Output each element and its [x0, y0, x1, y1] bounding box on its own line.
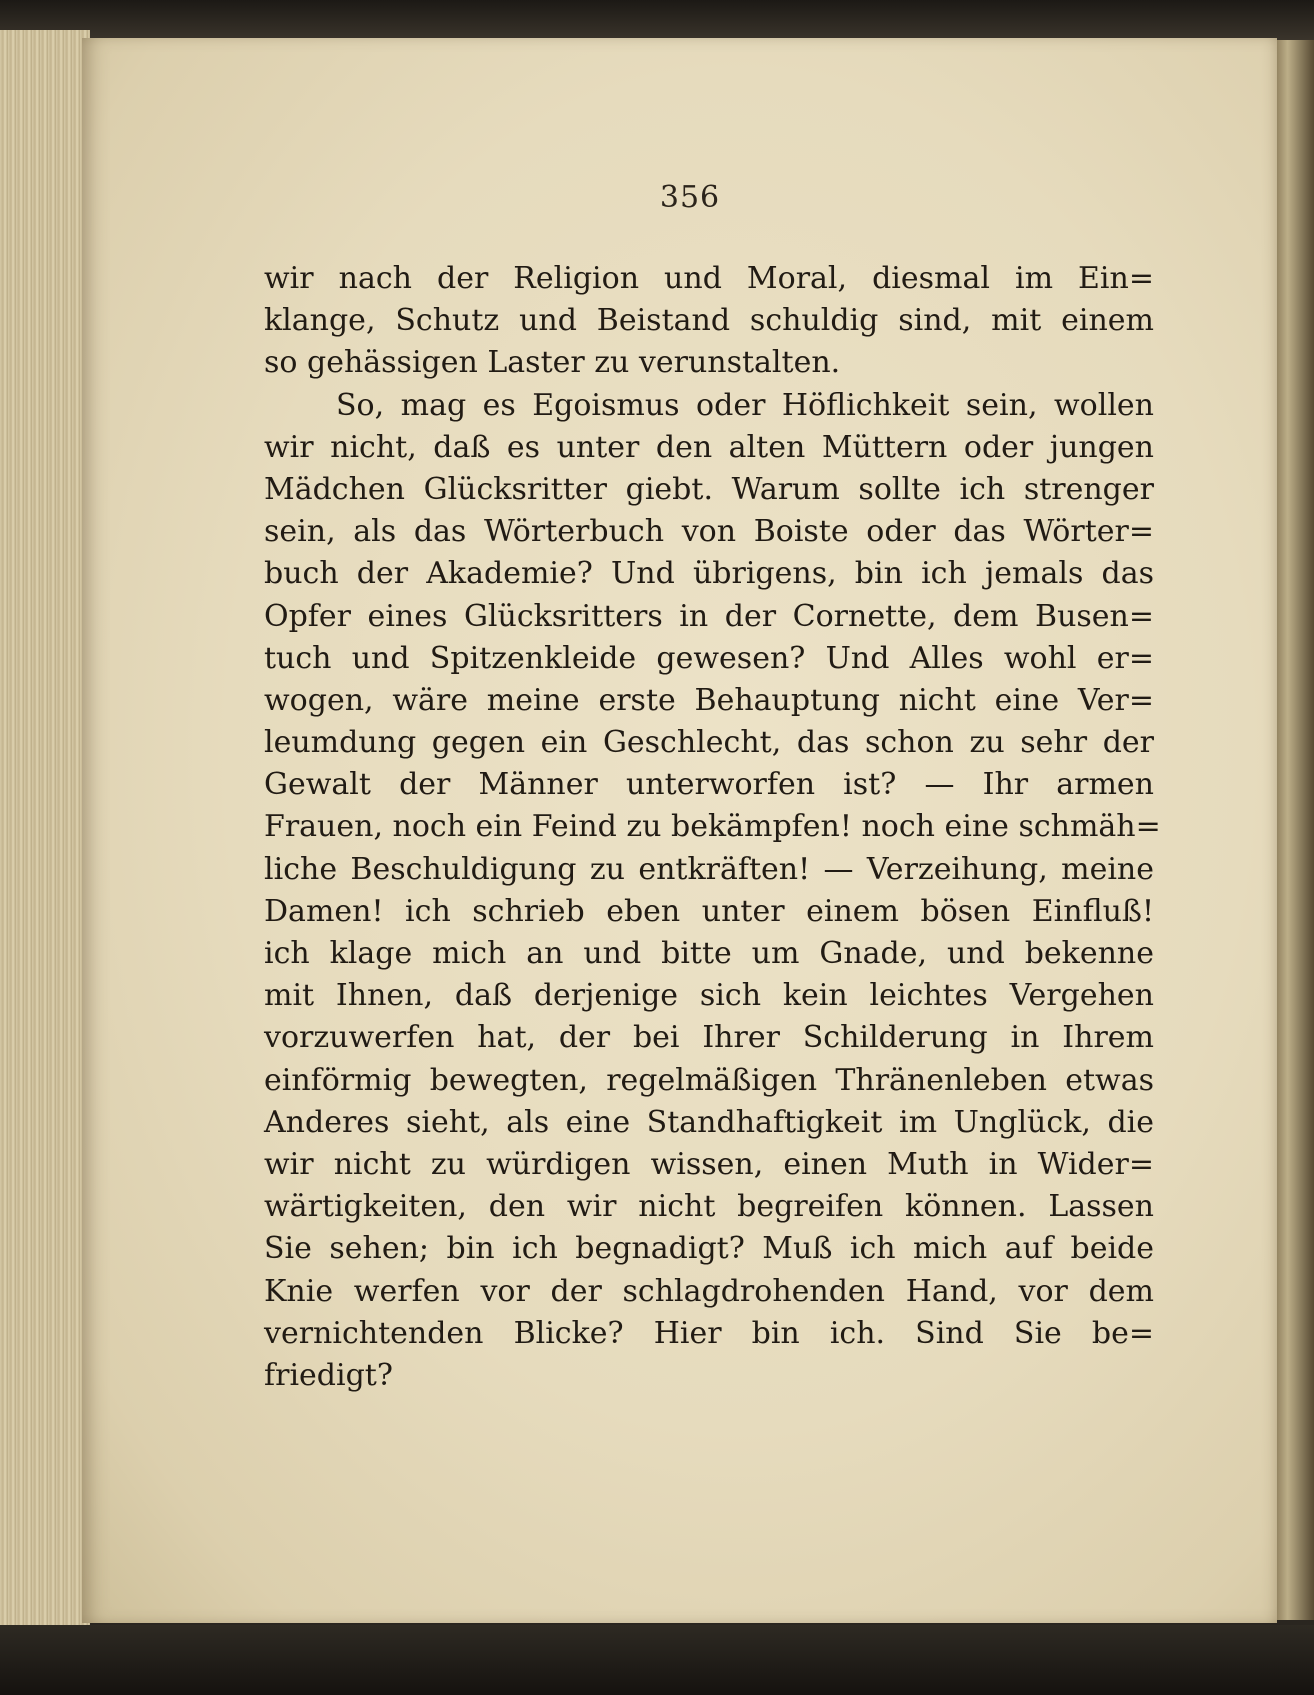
text-line: Mädchen Glücksritter giebt. Warum sollte ich strenger	[264, 471, 1154, 507]
text-line: ich klage mich an und bitte um Gnade, und bekenne	[264, 936, 1154, 971]
text-line: Opfer eines Glücksritters in der Cornette, dem Busen=	[264, 598, 1154, 634]
page-number: 356	[659, 180, 721, 215]
text-line: wir nicht zu würdigen wissen, einen Muth in Wider=	[264, 1146, 1154, 1182]
text-line: wir nicht, daß es unter den alten Müttern oder jungen	[264, 429, 1154, 465]
text-line: So, mag es Egoismus oder Höflichkeit sein, wollen	[336, 387, 1154, 423]
scan-background-top	[0, 0, 1314, 40]
text-line: wogen, wäre meine erste Behauptung nicht eine Ver=	[264, 682, 1154, 718]
text-line: wärtigkeiten, den wir nicht begreifen können. Lassen	[264, 1189, 1154, 1225]
book-page-edges	[0, 30, 90, 1635]
text-line: Frauen, noch ein Feind zu bekämpfen! noch eine schmäh=	[264, 809, 1161, 845]
page-text-block	[264, 258, 1161, 1397]
text-line: liche Beschuldigung zu entkräften! — Verzeihung, meine	[264, 851, 1154, 887]
text-line: so gehässigen Laster zu verunstalten.	[264, 345, 841, 381]
text-line: Gewalt der Männer unterworfen ist? — Ihr armen	[264, 767, 1154, 803]
text-line: Sie sehen; bin ich begnadigt? Muß ich mich auf beide	[264, 1231, 1154, 1267]
text-line: leumdung gegen ein Geschlecht, das schon zu sehr der	[264, 725, 1154, 761]
text-line: mit Ihnen, daß derjenige sich kein leichtes Vergehen	[264, 978, 1154, 1014]
text-line: klange, Schutz und Beistand schuldig sind, mit einem	[264, 303, 1154, 339]
text-line: vorzuwerfen hat, der bei Ihrer Schilderung in Ihrem	[264, 1020, 1154, 1056]
text-line: Damen! ich schrieb eben unter einem bösen Einfluß!	[264, 893, 1154, 929]
scan-background-bottom	[0, 1625, 1314, 1695]
text-line: Knie werfen vor der schlagdrohenden Hand, vor dem	[264, 1273, 1154, 1309]
text-line: einförmig bewegten, regelmäßigen Thränenleben etwas	[264, 1062, 1154, 1098]
text-line: tuch und Spitzenkleide gewesen? Und Alles wohl er=	[264, 640, 1154, 676]
text-line: sein, als das Wörterbuch von Boiste oder das Wörter=	[264, 514, 1154, 550]
text-line: vernichtenden Blicke? Hier bin ich. Sind Sie be=	[264, 1315, 1154, 1351]
text-line: friedigt?	[264, 1357, 393, 1393]
text-line: Anderes sieht, als eine Standhaftigkeit im Unglück, die	[264, 1104, 1154, 1140]
text-line: wir nach der Religion und Moral, diesmal im Ein=	[264, 261, 1154, 296]
text-line: buch der Akademie? Und übrigens, bin ich jemals das	[264, 556, 1154, 592]
